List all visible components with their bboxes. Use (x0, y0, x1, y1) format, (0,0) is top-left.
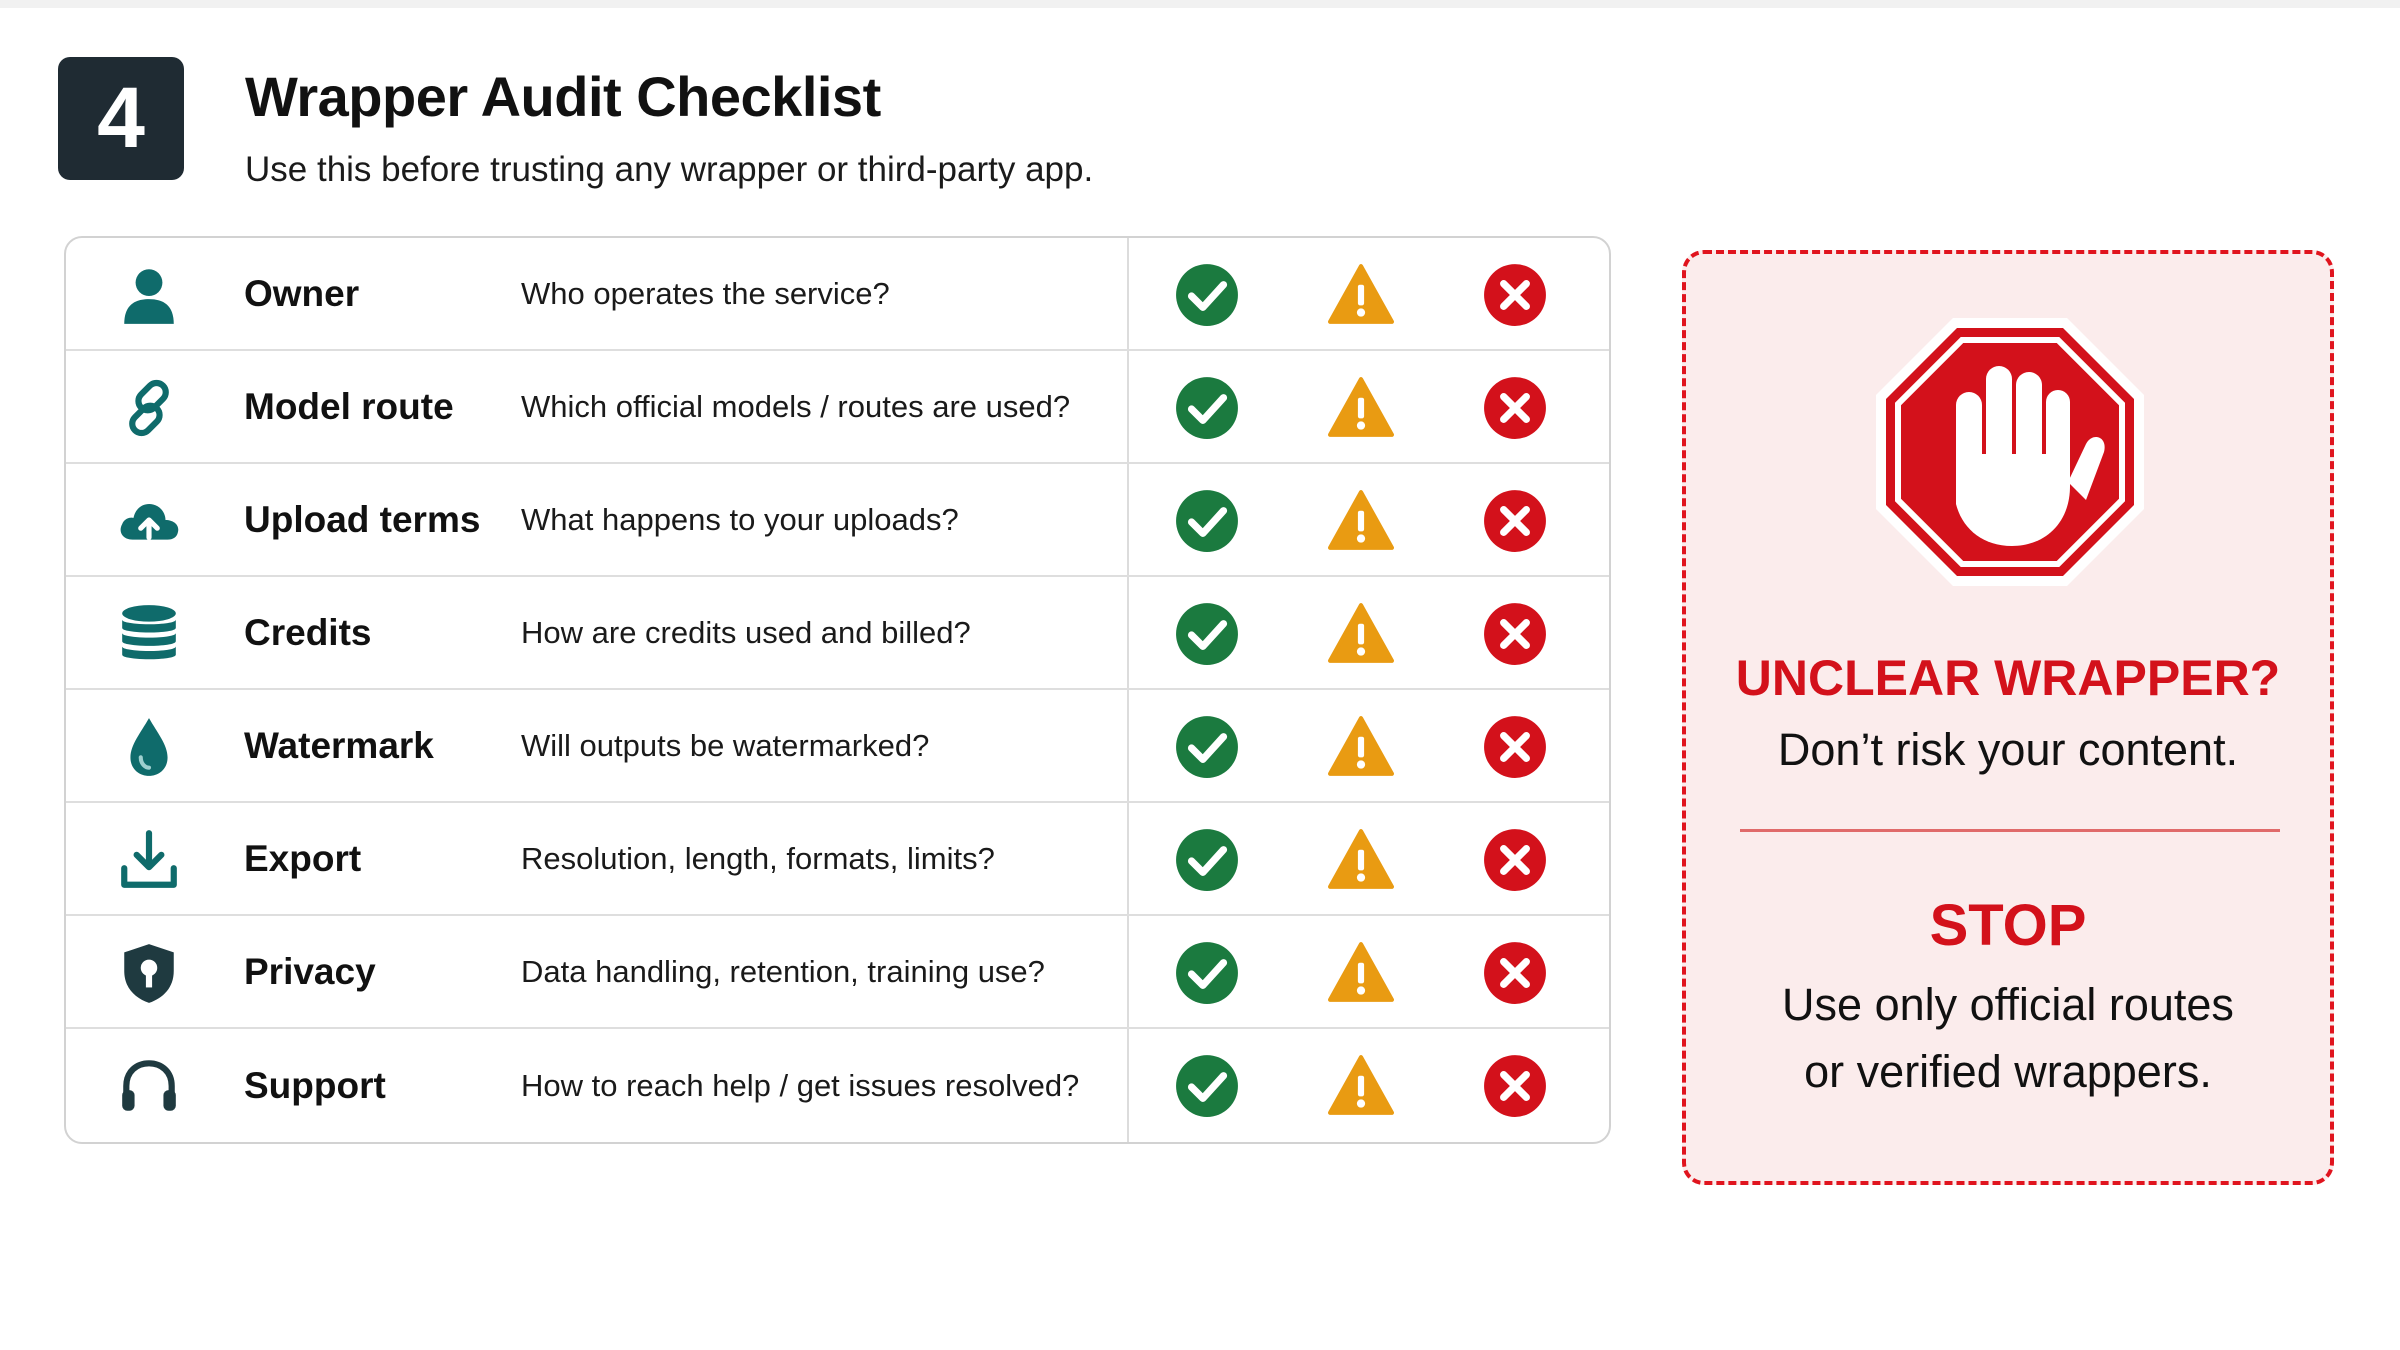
checklist-row-support (66, 1029, 1609, 1142)
row-label: Privacy (244, 950, 376, 992)
checklist-row-upload-terms (66, 464, 1609, 577)
x-circle-icon[interactable] (1482, 488, 1548, 554)
check-circle-icon[interactable] (1174, 488, 1240, 554)
x-circle-icon[interactable] (1482, 262, 1548, 328)
row-question: Resolution, length, formats, limits? (521, 840, 995, 876)
x-circle-icon[interactable] (1482, 1053, 1548, 1119)
person-icon (114, 260, 184, 330)
step-number-badge: 4 (58, 57, 184, 180)
stop-divider (1740, 829, 2280, 832)
audit-checklist-table (64, 236, 1611, 1144)
warning-triangle-icon[interactable] (1328, 714, 1394, 780)
stop-advice-line-1: Use only official routes (1782, 979, 2234, 1030)
checklist-row-model-route (66, 351, 1609, 464)
check-circle-icon[interactable] (1174, 375, 1240, 441)
row-label: Support (244, 1064, 386, 1106)
row-question: How are credits used and billed? (521, 614, 971, 650)
warning-triangle-icon[interactable] (1328, 1053, 1394, 1119)
x-circle-icon[interactable] (1482, 601, 1548, 667)
warning-triangle-icon[interactable] (1328, 262, 1394, 328)
row-question: Which official models / routes are used? (521, 388, 1071, 424)
checklist-row-owner (66, 238, 1609, 351)
row-question: What happens to your uploads? (521, 501, 959, 537)
check-circle-icon[interactable] (1174, 827, 1240, 893)
x-circle-icon[interactable] (1482, 375, 1548, 441)
check-circle-icon[interactable] (1174, 601, 1240, 667)
stop-word: STOP (1929, 893, 2087, 958)
coin-stack-icon (114, 599, 184, 669)
headphones-icon (114, 1051, 184, 1121)
column-divider (1127, 577, 1129, 688)
checklist-row-credits (66, 577, 1609, 690)
check-circle-icon[interactable] (1174, 940, 1240, 1006)
column-divider (1127, 916, 1129, 1027)
top-border (0, 0, 2400, 8)
warning-triangle-icon[interactable] (1328, 375, 1394, 441)
column-divider (1127, 464, 1129, 575)
row-question: How to reach help / get issues resolved? (521, 1067, 1080, 1103)
warning-triangle-icon[interactable] (1328, 827, 1394, 893)
check-circle-icon[interactable] (1174, 714, 1240, 780)
row-question: Who operates the service? (521, 275, 890, 311)
checklist-row-privacy (66, 916, 1609, 1029)
checklist-row-watermark (66, 690, 1609, 803)
x-circle-icon[interactable] (1482, 940, 1548, 1006)
column-divider (1127, 238, 1129, 349)
cloud-upload-icon (114, 486, 184, 556)
row-question: Will outputs be watermarked? (521, 727, 930, 763)
x-circle-icon[interactable] (1482, 714, 1548, 780)
row-label: Owner (244, 272, 360, 314)
column-divider (1127, 690, 1129, 801)
row-label: Credits (244, 611, 372, 653)
check-circle-icon[interactable] (1174, 262, 1240, 328)
row-label: Model route (244, 385, 454, 427)
column-divider (1127, 351, 1129, 462)
download-icon (114, 825, 184, 895)
shield-icon (114, 938, 184, 1008)
row-question: Data handling, retention, training use? (521, 953, 1045, 989)
page-title: Wrapper Audit Checklist (245, 65, 881, 128)
stop-subline: Don’t risk your content. (1777, 724, 2239, 775)
row-label: Export (244, 837, 362, 879)
stop-hand-icon (1872, 314, 2148, 590)
row-label: Watermark (244, 724, 434, 766)
check-circle-icon[interactable] (1174, 1053, 1240, 1119)
droplet-icon (114, 712, 184, 782)
warning-triangle-icon[interactable] (1328, 488, 1394, 554)
stop-advice-line-2: or verified wrappers. (1804, 1046, 2212, 1097)
x-circle-icon[interactable] (1482, 827, 1548, 893)
checklist-row-export (66, 803, 1609, 916)
row-label: Upload terms (244, 498, 481, 540)
stop-headline: UNCLEAR WRAPPER? (1735, 650, 2281, 706)
link-icon (114, 373, 184, 443)
stop-warning-panel (1682, 250, 2334, 1185)
warning-triangle-icon[interactable] (1328, 601, 1394, 667)
column-divider (1127, 803, 1129, 914)
page-subtitle: Use this before trusting any wrapper or third-party app. (245, 150, 1094, 189)
warning-triangle-icon[interactable] (1328, 940, 1394, 1006)
column-divider (1127, 1029, 1129, 1142)
